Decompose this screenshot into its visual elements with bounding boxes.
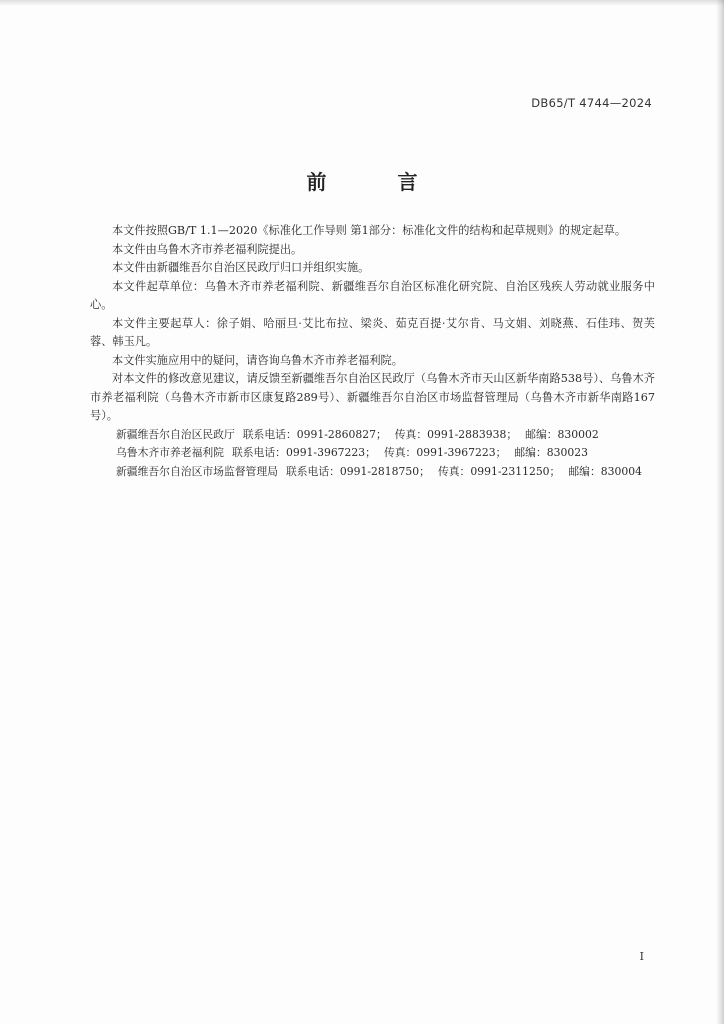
contact-postcode: 邮编：830004 bbox=[568, 464, 642, 478]
contact-phone: 联系电话：0991-3967223； bbox=[231, 446, 376, 459]
contact-line bbox=[90, 463, 655, 482]
contact-postcode: 邮编：830002 bbox=[525, 427, 599, 441]
paragraph-drafting-units: 本文件起草单位：乌鲁木齐市养老福利院、新疆维吾尔自治区标准化研究院、自治区残疾人劳动就业服务中心。 bbox=[90, 279, 655, 311]
foreword-body bbox=[90, 222, 655, 481]
contact-phone: 联系电话：0991-2860827； bbox=[242, 427, 387, 441]
scan-shadow-right bbox=[716, 0, 724, 1024]
paragraph-administration: 本文件由新疆维吾尔自治区民政厅归口并组织实施。 bbox=[112, 261, 370, 274]
paragraph-drafters: 本文件主要起草人：徐子娟、哈丽旦·艾比布拉、梁炎、茹克百提·艾尔肯、马文娟、刘晓燕、石佳玮、贺芙蓉、韩玉凡。 bbox=[90, 316, 655, 348]
page-number: I bbox=[639, 950, 644, 963]
paragraph-drafting-rules: 本文件按照GB/T 1.1—2020《标准化工作导则 第1部分：标准化文件的结构和起草规则》的规定起草。 bbox=[112, 224, 627, 237]
contact-fax: 传真：0991-2883938； bbox=[394, 427, 518, 441]
contact-org: 新疆维吾尔自治区民政厅 bbox=[116, 427, 235, 441]
contact-fax: 传真：0991-3967223； bbox=[383, 446, 507, 459]
scan-shadow-top bbox=[0, 0, 724, 6]
contact-phone: 联系电话：0991-2818750； bbox=[285, 464, 430, 478]
paragraph-feedback: 对本文件的修改意见建议，请反馈至新疆维吾尔自治区民政厅（乌鲁木齐市天山区新华南路538号）、乌鲁木齐市养老福利院（乌鲁木齐市新市区康复路289号）、新疆维吾尔自治区市场监督管理局（乌鲁木齐市新华南路167号）。 bbox=[90, 372, 655, 422]
contact-fax: 传真：0991-2311250； bbox=[437, 464, 561, 478]
standard-code: DB65/T 4744—2024 bbox=[531, 96, 652, 110]
contact-postcode: 邮编：830023 bbox=[514, 446, 588, 459]
contact-org: 新疆维吾尔自治区市场监督管理局 bbox=[116, 464, 278, 478]
paragraph-inquiries: 本文件实施应用中的疑问，请咨询乌鲁木齐市养老福利院。 bbox=[112, 353, 403, 367]
paragraph-proposer: 本文件由乌鲁木齐市养老福利院提出。 bbox=[112, 242, 303, 256]
contact-line bbox=[90, 444, 655, 463]
page-title: 前 言 bbox=[306, 170, 450, 194]
contact-org: 乌鲁木齐市养老福利院 bbox=[116, 446, 224, 459]
contact-line bbox=[90, 426, 655, 445]
